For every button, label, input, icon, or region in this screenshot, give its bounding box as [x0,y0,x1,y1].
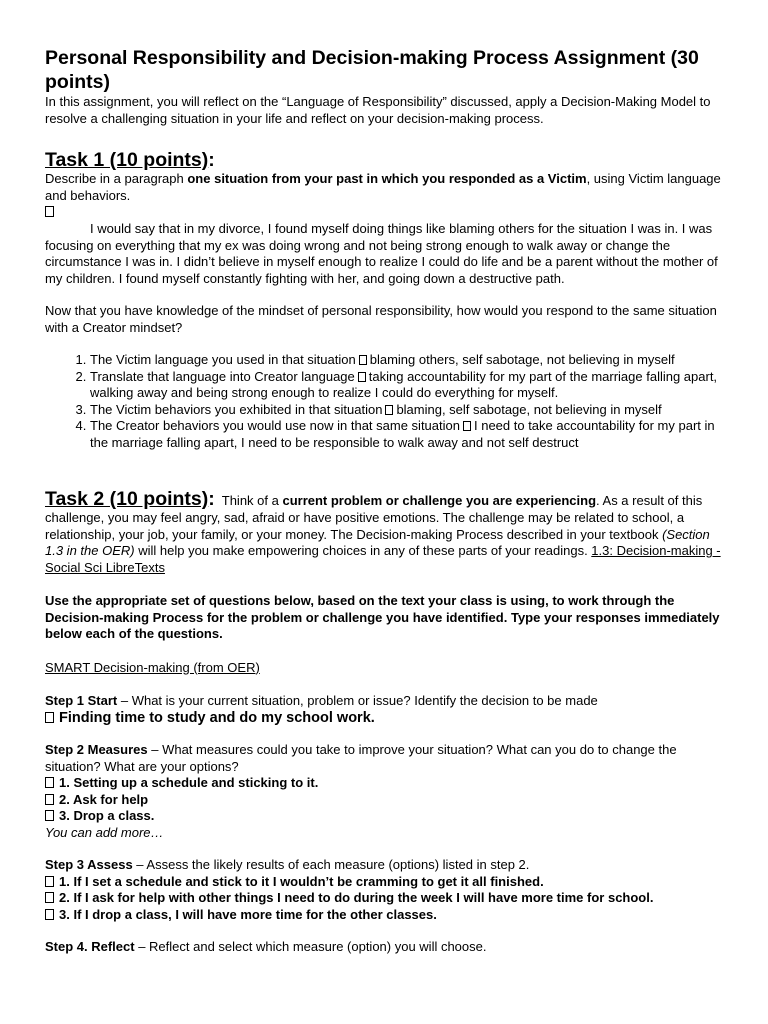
placeholder-box-icon [45,876,54,887]
smart-heading: SMART Decision-making (from OER) [45,659,260,675]
creator-question: Now that you have knowledge of the mindset of personal responsibility, how would you respond to the same situation with a Creator mindset? [45,303,717,335]
task1-heading-text: Task 1 (10 points) [45,149,209,171]
task2-heading: Task 2 (10 points): [45,488,215,510]
document-page [45,46,725,956]
step3-answer: 2. If I ask for help with other things I need to do during the week I will have more time for school. [45,890,725,907]
intro-paragraph: In this assignment, you will reflect on the “Language of Responsibility” discussed, apply a Decision-Making Model to resolve a challenging situation in your life and reflect on your decision-making process. [45,94,711,126]
page-title: Personal Responsibility and Decision-making Process Assignment (30 points) [45,47,699,93]
list-item: 3. The Victim behaviors you exhibited in that situation blaming, self sabotage, not believing in myself [90,402,725,419]
step1-answer: Finding time to study and do my school work. [45,710,725,727]
list-item: 1. The Victim language you used in that situation blaming others, self sabotage, not believing in myself [90,352,725,369]
placeholder-box-icon [45,777,54,788]
placeholder-box-icon [358,372,366,382]
step1-question: Step 1 Start – What is your current situation, problem or issue? Identify the decision to be made [45,693,598,708]
placeholder-box-icon [359,355,367,365]
placeholder-box-icon [45,712,54,723]
placeholder-box-icon [45,909,54,920]
step4-question: Step 4. Reflect – Reflect and select which measure (option) you will choose. [45,939,487,954]
task1-prompt: Describe in a paragraph one situation from your past in which you responded as a Victim, using Victim language and behaviors. [45,171,721,203]
placeholder-box-icon [45,810,54,821]
step2-question: Step 2 Measures – What measures could you take to improve your situation? What can you do to change the situation? What are your options? [45,742,677,774]
step3-answer: 1. If I set a schedule and stick to it I wouldn’t be cramming to get it all finished. [45,874,725,891]
step2-answer: 3. Drop a class. [45,808,725,825]
list-item: 2. Translate that language into Creator language taking accountability for my part of the marriage falling apart, walking away and being strong enough to realize I could do everything for myself. [90,369,725,402]
placeholder-box-icon [463,421,471,431]
placeholder-box-icon [45,206,54,217]
step3-question: Step 3 Assess – Assess the likely results of each measure (options) listed in step 2. [45,857,530,872]
step2-more: You can add more… [45,824,164,840]
task2-instructions: Use the appropriate set of questions below, based on the text your class is using, to work through the Decision-making Process for the problem or challenge you have identified. Type your responses immediately below each of the questions. [45,593,720,641]
list-item: 4. The Creator behaviors you would use now in that same situation I need to take accountability for my part in the marriage falling apart, I need to be responsible to walk away and not self destruct [90,418,725,451]
placeholder-box-icon [385,405,393,415]
placeholder-box-icon [45,794,54,805]
creator-list [45,352,725,451]
placeholder-box-icon [45,892,54,903]
libretexts-link[interactable]: 1.3: Decision-making - Social Sci LibreTexts [45,543,721,575]
step3-answer: 3. If I drop a class, I will have more time for the other classes. [45,907,725,924]
task2-intro: Task 2 (10 points): Think of a current problem or challenge you are experiencing. As a result of this challenge, you may feel angry, sad, afraid or have positive emotions. The challenge may be related to school, a relationship, your job, your family, or your money. The Decision-making Process described in your textbook (Section 1.3 in the OER) will help you make empowering choices in any of these parts of your readings. 1.3: Decision-making - Social Sci LibreTexts [45,488,721,575]
step2-answer: 1. Setting up a schedule and sticking to it. [45,775,725,792]
step2-answer: 2. Ask for help [45,792,725,809]
task1-heading: Task 1 (10 points): [45,149,215,171]
task1-answer: I would say that in my divorce, I found myself doing things like blaming others for the situation I was in. I was focusing on everything that my ex was doing wrong and not being strong enough to walk away or change the circumstance I was in. I didn’t believe in myself enough to realize I could do life and be a parent without the mother of my children. I found myself constantly fighting with her, and going down a destructive path. [45,221,718,286]
